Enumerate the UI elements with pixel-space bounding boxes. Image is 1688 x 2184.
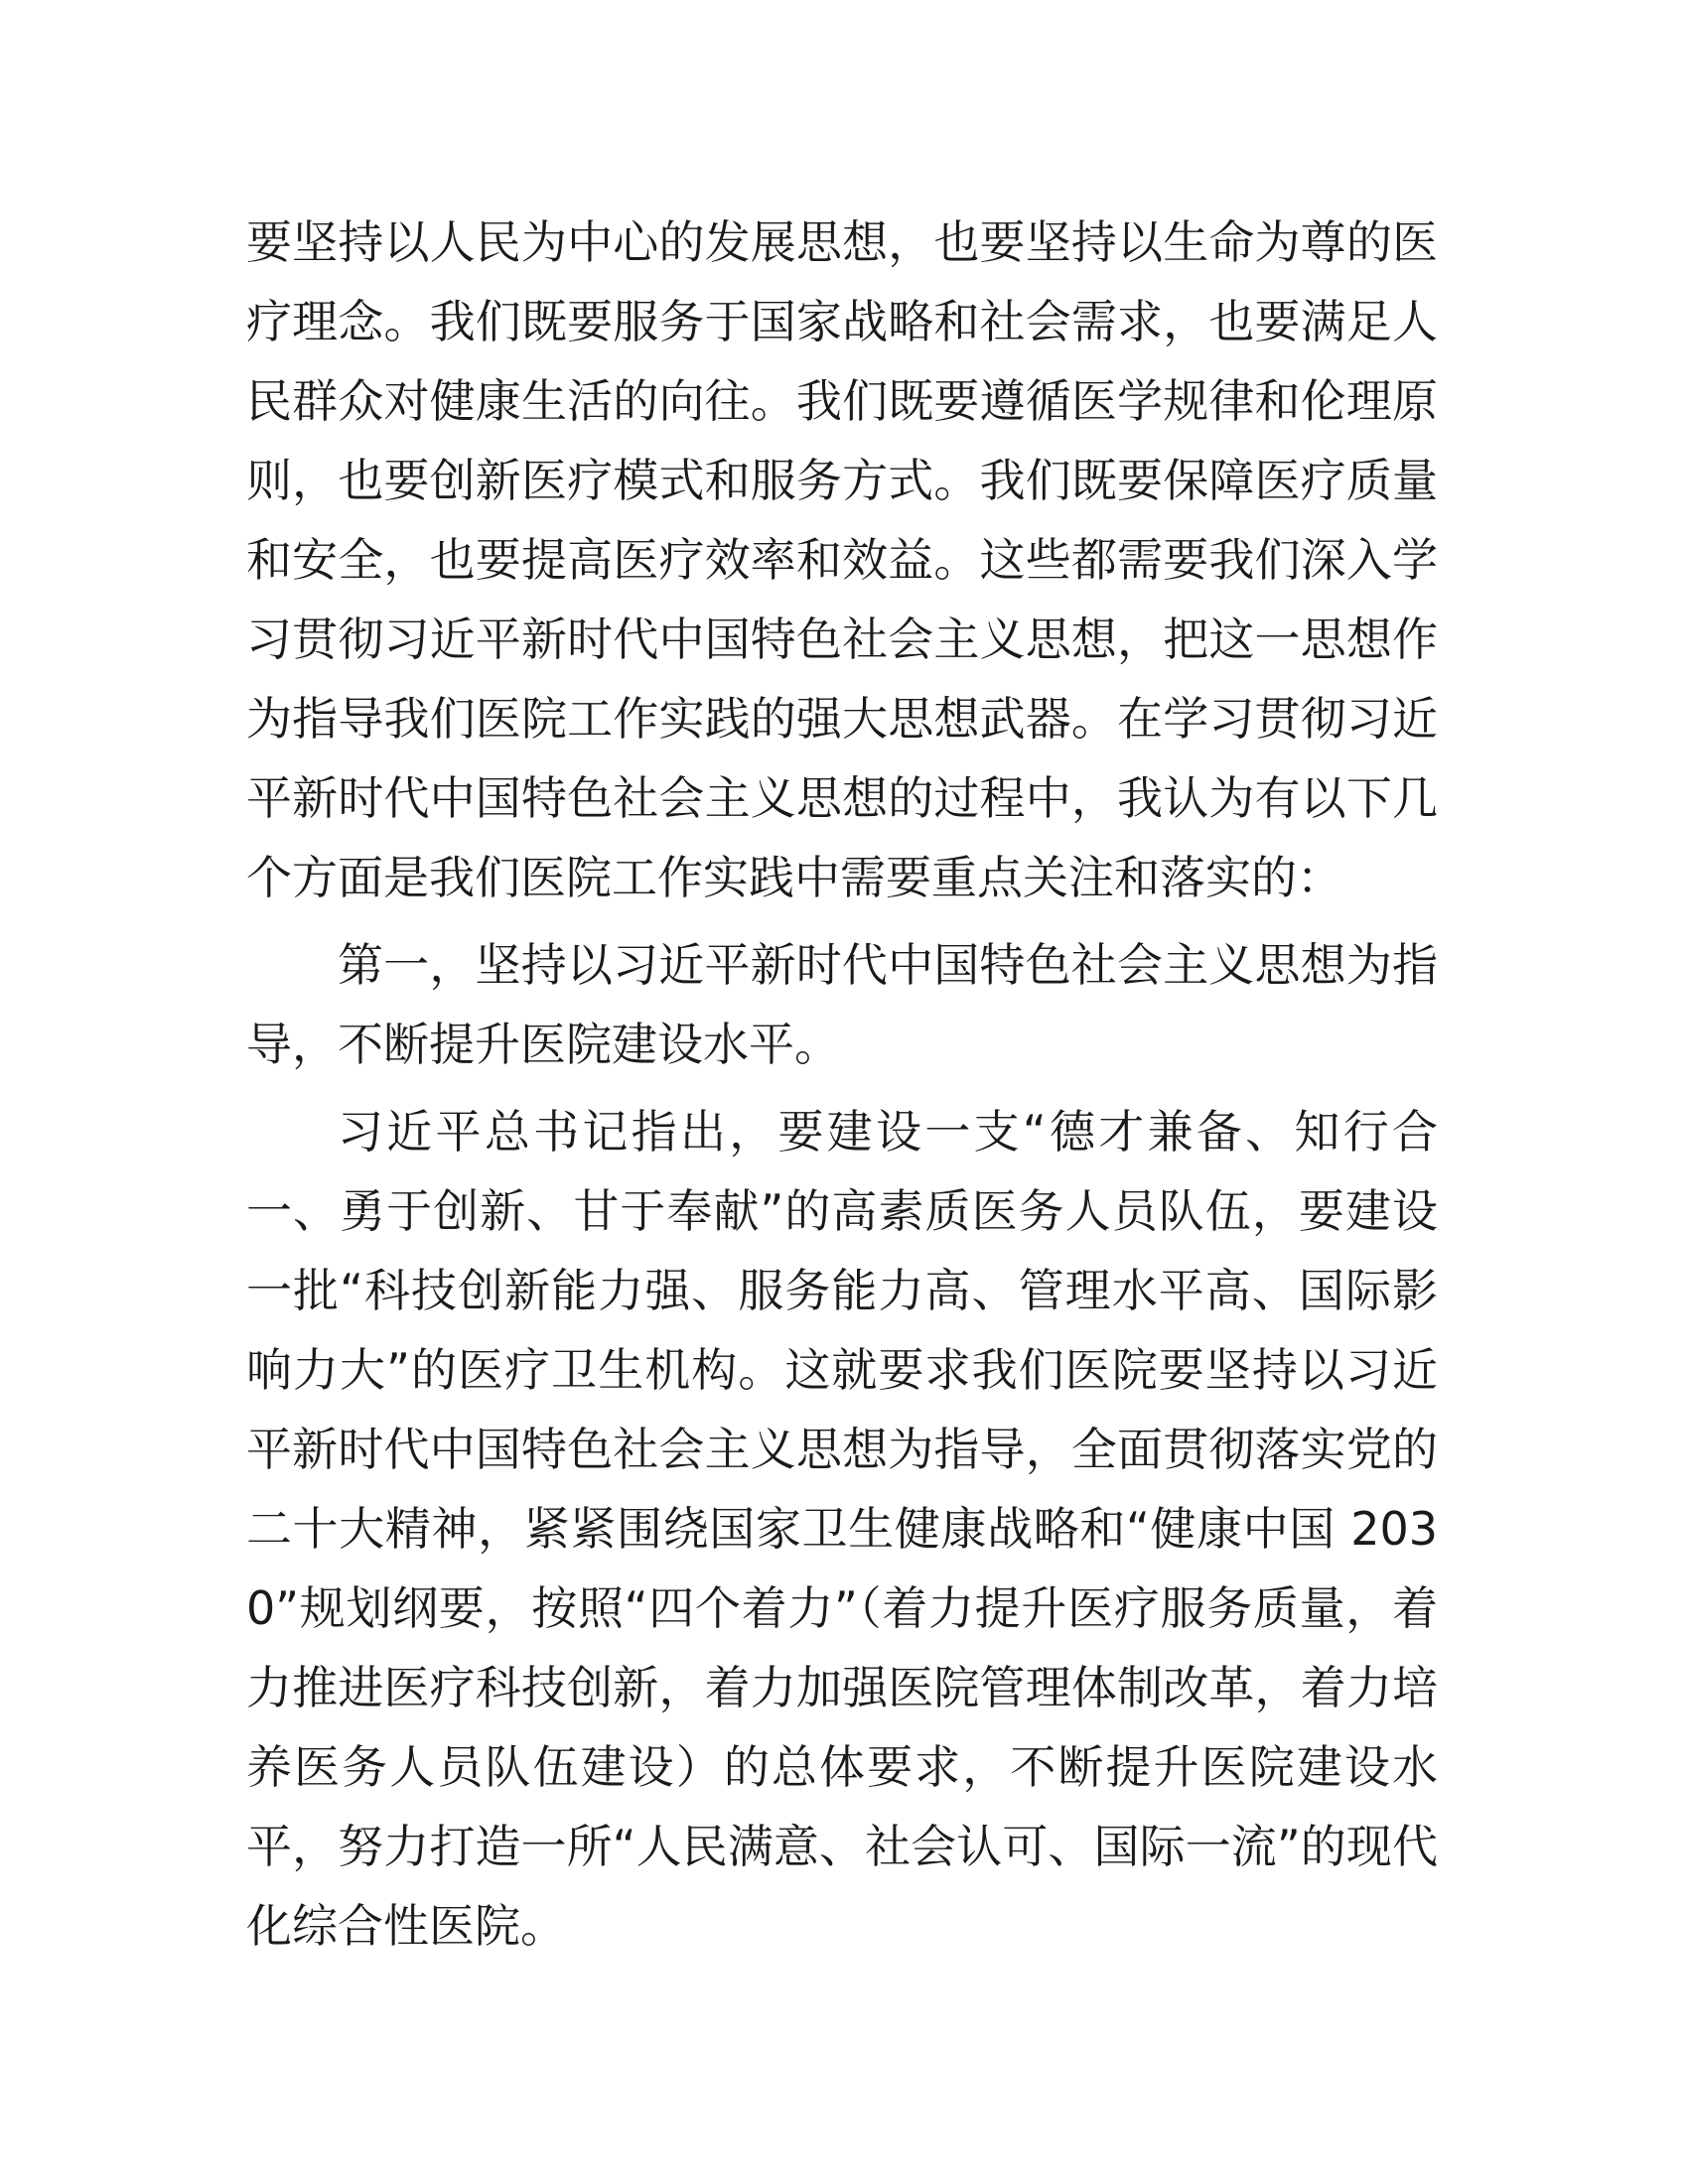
document-body — [246, 203, 1438, 1974]
paragraph-point-one: 第一，坚持以习近平新时代中国特色社会主义思想为指导，不断提升医院建设水平。 — [246, 938, 1438, 1071]
paragraph-continuation: 要坚持以人民为中心的发展思想，也要坚持以生命为尊的医疗理念。我们既要服务于国家战略和社会需求，也要满足人民群众对健康生活的向往。我们既要遵循医学规律和伦理原则，也要创新医疗模式和服务方式。我们既要保障医疗质量和安全，也要提高医疗效率和效益。这些都需要我们深入学习贯彻习近平新时代中国特色社会主义思想，把这一思想作为指导我们医院工作实践的强大思想武器。在学习贯彻习近平新时代中国特色社会主义思想的过程中，我认为有以下几个方面是我们医院工作实践中需要重点关注和落实的： — [246, 215, 1438, 904]
paragraph-body: 习近平总书记指出，要建设一支“德才兼备、知行合一、勇于创新、甘于奉献”的高素质医务人员队伍，要建设一批“科技创新能力强、服务能力高、管理水平高、国际影响力大”的医疗卫生机构。这就要求我们医院要坚持以习近平新时代中国特色社会主义思想为指导，全面贯彻落实党的二十大精神，紧紧围绕国家卫生健康战略和“健康中国 2030”规划纲要，按照“四个着力”（着力提升医疗服务质量，着力推进医疗科技创新，着力加强医院管理体制改革，着力培养医务人员队伍建设）的总体要求，不断提升医院建设水平，努力打造一所“人民满意、社会认可、国际一流”的现代化综合性医院。 — [246, 1105, 1438, 1953]
